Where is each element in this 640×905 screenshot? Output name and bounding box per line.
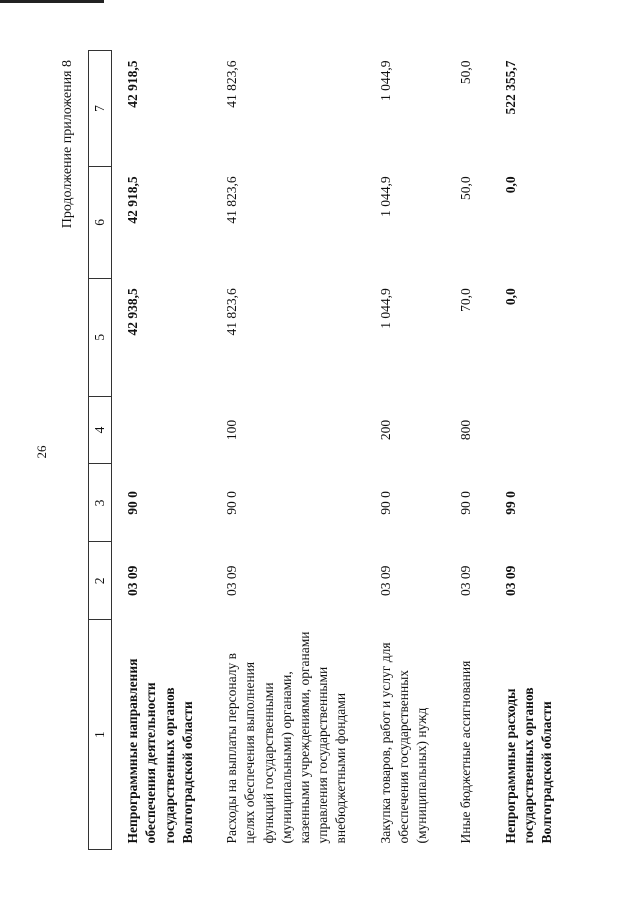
header-row xyxy=(89,51,112,850)
expense-type: 100 xyxy=(224,419,240,441)
col-header-3: 3 xyxy=(89,464,112,542)
table-row xyxy=(211,51,365,850)
section-code: 03 09 xyxy=(224,565,240,596)
amount-col5: 41 823,6 xyxy=(224,288,240,336)
row-name: Расходы на выплаты персоналу в целях обеспечения выполнения функций государственными (муниципальными) органами, казенными учреждениями, органами управления государственными внебюджетными фондами xyxy=(224,631,349,844)
target-code: 90 0 xyxy=(125,491,141,515)
budget-table xyxy=(88,50,570,850)
expense-type: 200 xyxy=(377,419,393,441)
target-code: 90 0 xyxy=(458,491,474,515)
table-row xyxy=(112,51,211,850)
expense-type xyxy=(112,396,211,464)
amount-col5: 1 044,9 xyxy=(377,288,393,329)
amount-col7: 1 044,9 xyxy=(377,60,393,101)
row-name: Иные бюджетные ассигнования xyxy=(458,660,474,844)
amount-col6: 41 823,6 xyxy=(224,176,240,224)
section-code: 03 09 xyxy=(125,565,141,596)
target-code: 90 0 xyxy=(224,491,240,515)
section-code: 03 09 xyxy=(377,565,393,596)
amount-col5: 70,0 xyxy=(458,288,474,312)
amount-col7: 522 355,7 xyxy=(502,60,518,115)
row-name: Закупка товаров, работ и услуг для обеспечения государственных (муниципальных) нужд xyxy=(377,642,430,844)
appendix-caption: Продолжение приложения 8 xyxy=(60,60,75,229)
col-header-7: 7 xyxy=(89,51,112,167)
section-code: 03 09 xyxy=(458,565,474,596)
col-header-5: 5 xyxy=(89,278,112,396)
amount-col6: 42 918,5 xyxy=(125,176,141,224)
amount-col5: 0,0 xyxy=(502,288,518,306)
row-name: Непрограммные расходы государственных органов Волгоградской области xyxy=(502,687,554,844)
table-row xyxy=(445,51,489,850)
col-header-1: 1 xyxy=(89,620,112,850)
amount-col7: 50,0 xyxy=(458,60,474,85)
amount-col6: 1 044,9 xyxy=(377,176,393,217)
amount-col7: 41 823,6 xyxy=(224,60,240,108)
section-code: 03 09 xyxy=(502,565,518,596)
amount-col7: 42 918,5 xyxy=(125,60,141,108)
top-rule xyxy=(0,0,104,3)
col-header-4: 4 xyxy=(89,396,112,464)
target-code: 90 0 xyxy=(377,491,393,515)
row-name: Непрограммные направления обеспечения деятельности государственных органов Волгоградской области xyxy=(125,658,195,844)
expense-type: 800 xyxy=(458,419,474,441)
amount-col5: 42 938,5 xyxy=(125,288,141,336)
amount-col6: 50,0 xyxy=(458,176,474,201)
col-header-6: 6 xyxy=(89,166,112,278)
expense-type xyxy=(490,396,571,464)
table-row xyxy=(365,51,446,850)
target-code: 99 0 xyxy=(502,491,518,515)
col-header-2: 2 xyxy=(89,542,112,620)
rotated-sheet xyxy=(60,50,580,850)
table-row xyxy=(490,51,571,850)
page-number: 26 xyxy=(34,445,49,459)
amount-col6: 0,0 xyxy=(502,176,518,194)
